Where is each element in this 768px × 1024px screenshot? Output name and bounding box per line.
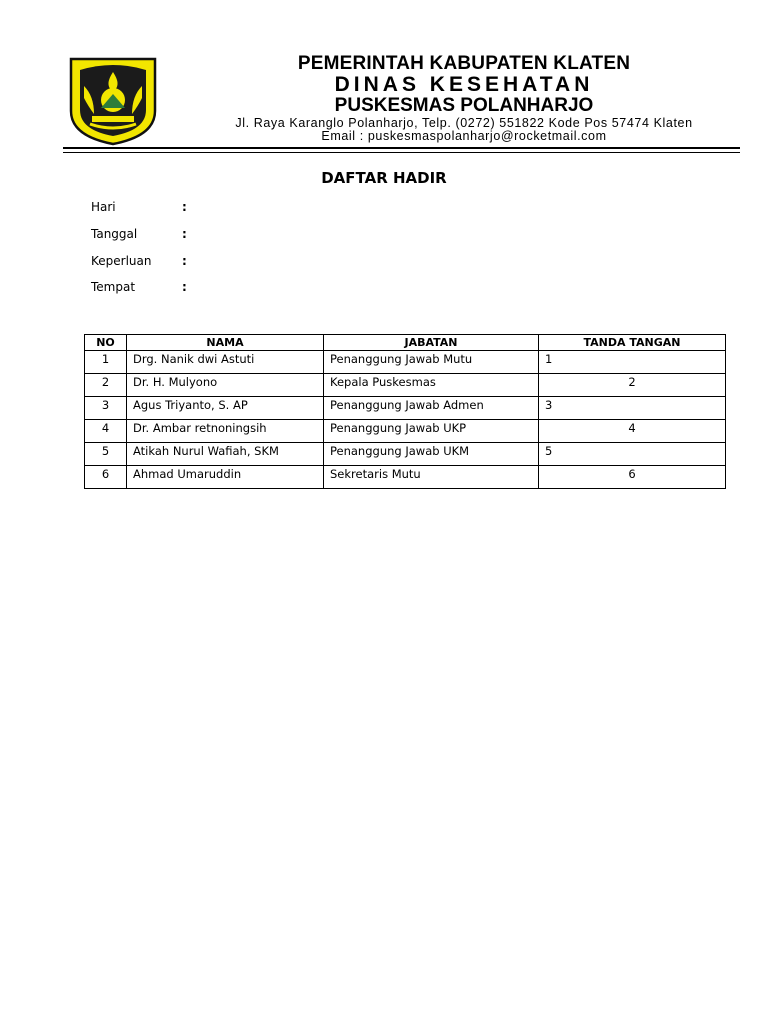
header-divider-thin [63,152,740,153]
cell-jabatan: Penanggung Jawab UKP [324,420,539,443]
header-address: Jl. Raya Karanglo Polanharjo, Telp. (0272) 551822 Kode Pos 57474 Klaten [235,116,693,130]
header-no: NO [85,335,127,351]
field-label-tempat: Tempat [91,280,136,294]
cell-no: 6 [85,466,127,489]
cell-no: 4 [85,420,127,443]
table-row [85,466,726,489]
cell-jabatan: Sekretaris Mutu [324,466,539,489]
cell-signature: 4 [539,420,726,443]
header-jabatan: JABATAN [324,335,539,351]
table-row [85,443,726,466]
cell-signature: 6 [539,466,726,489]
field-label-hari: Hari [91,200,116,214]
field-label-tanggal: Tanggal [91,227,138,241]
header-email: Email : puskesmaspolanharjo@rocketmail.com [321,129,607,143]
header-nama: NAMA [127,335,324,351]
attendance-table [84,334,726,489]
logo-base-band [92,116,134,122]
cell-nama: Drg. Nanik dwi Astuti [127,351,324,374]
cell-signature: 1 [539,351,726,374]
cell-no: 1 [85,351,127,374]
cell-nama: Atikah Nurul Wafiah, SKM [127,443,324,466]
table-row [85,374,726,397]
cell-signature: 3 [539,397,726,420]
header-tanda-tangan: TANDA TANGAN [539,335,726,351]
field-colon: : [182,280,187,294]
field-colon: : [182,227,187,241]
header-department-name: DINAS KESEHATAN [334,73,594,96]
table-header-row [85,335,726,351]
cell-no: 5 [85,443,127,466]
cell-nama: Dr. H. Mulyono [127,374,324,397]
cell-jabatan: Penanggung Jawab Admen [324,397,539,420]
page-title: DAFTAR HADIR [321,169,447,187]
cell-signature: 5 [539,443,726,466]
table-row [85,397,726,420]
cell-nama: Ahmad Umaruddin [127,466,324,489]
cell-nama: Agus Triyanto, S. AP [127,397,324,420]
field-label-keperluan: Keperluan [91,254,152,268]
cell-jabatan: Penanggung Jawab Mutu [324,351,539,374]
header-puskesmas-name: PUSKESMAS POLANHARJO [334,95,594,116]
header-divider-thick [63,147,740,149]
kabupaten-klaten-logo [68,56,158,146]
cell-nama: Dr. Ambar retnoningsih [127,420,324,443]
cell-jabatan: Penanggung Jawab UKM [324,443,539,466]
field-colon: : [182,254,187,268]
table-row [85,351,726,374]
cell-no: 2 [85,374,127,397]
field-colon: : [182,200,187,214]
cell-signature: 2 [539,374,726,397]
table-row [85,420,726,443]
cell-no: 3 [85,397,127,420]
header-government-name: PEMERINTAH KABUPATEN KLATEN [297,53,631,74]
cell-jabatan: Kepala Puskesmas [324,374,539,397]
